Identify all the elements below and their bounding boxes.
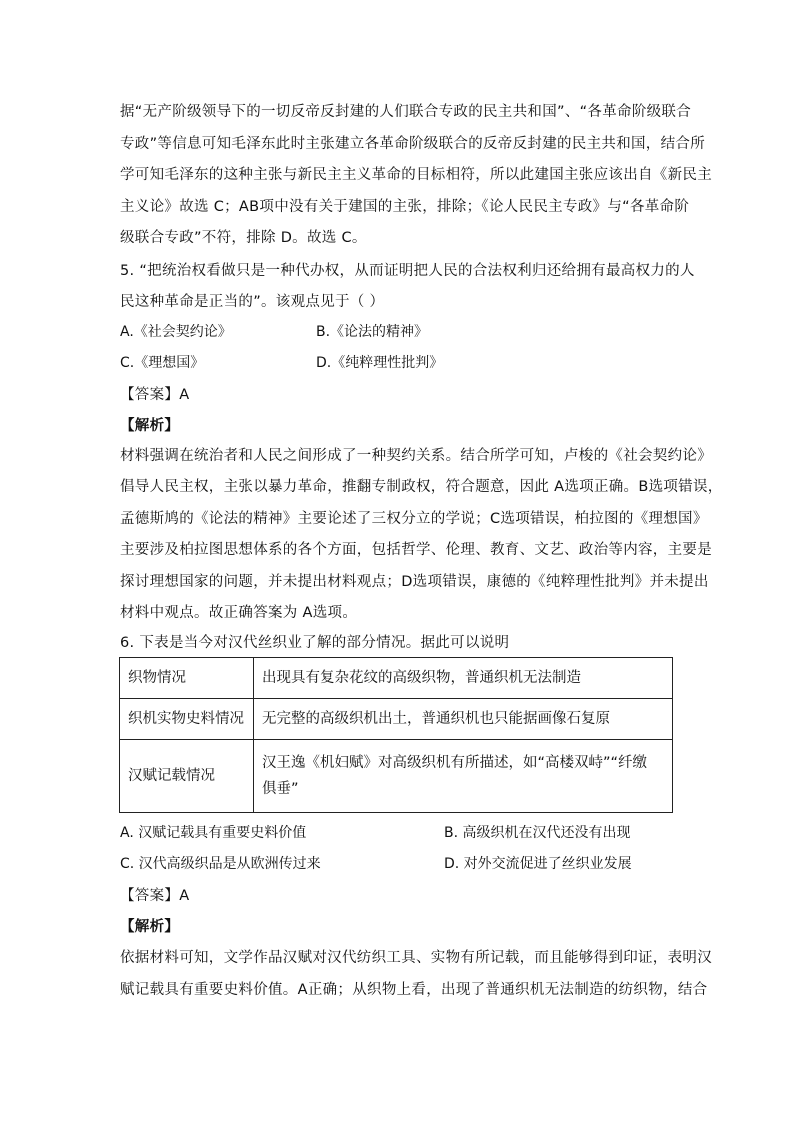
q5-analysis-line-3: 孟德斯鸠的《论法的精神》主要论述了三权分立的学说；C选项错误，柏拉图的《理想国》 — [120, 511, 708, 527]
intro-line-1: 据“无产阶级领导下的一切反帝反封建的人们联合专政的民主共和国”、“各革命阶级联合 — [120, 104, 692, 120]
table-row-content — [254, 699, 673, 740]
q5-option-b: B.《论法的精神》 — [316, 324, 429, 340]
table-row — [120, 658, 673, 699]
table-row-content-line: 俱垂” — [262, 781, 299, 797]
q6-option-a: A. 汉赋记载具有重要史料价值 — [120, 825, 307, 841]
table-row-content-line: 出现具有复杂花纹的高级织物，普通织机无法制造 — [262, 670, 581, 686]
q5-answer: 【答案】A — [120, 387, 190, 403]
q5-stem-line-1: 5. “把统治权看做只是一种代办权，从而证明把人民的合法权利归还给拥有最高权力的人 — [120, 263, 695, 279]
q6-answer: 【答案】A — [120, 888, 190, 904]
q6-analysis-line-1: 依据材料可知，文学作品汉赋对汉代纺织工具、实物有所记载，而且能够得到印证，表明汉 — [120, 950, 712, 966]
intro-line-5: 级联合专政”不符，排除 D。故选 C。 — [120, 230, 367, 246]
q5-analysis-heading: 【解析】 — [120, 418, 180, 434]
intro-line-4: 主义论》故选 C；AB项中没有关于建国的主张，排除；《论人民民主专政》与“各革命阶 — [120, 199, 690, 215]
q5-analysis-line-4: 主要涉及柏拉图思想体系的各个方面，包括哲学、伦理、教育、文艺、政治等内容，主要是 — [120, 542, 712, 558]
q5-stem-line-2: 民这种革命是正当的”。该观点见于（ ） — [120, 294, 385, 310]
q5-option-d: D.《纯粹理性批判》 — [316, 355, 444, 371]
intro-line-2: 专政”等信息可知毛泽东此时主张建立各革命阶级联合的反帝反封建的民主共和国，结合所 — [120, 136, 706, 152]
q5-option-c: C.《理想国》 — [120, 355, 205, 371]
table-row — [120, 740, 673, 813]
table-row-label: 织物情况 — [120, 658, 254, 699]
q6-analysis-line-2: 赋记载具有重要史料价值。A正确；从织物上看，出现了普通织机无法制造的纺织物，结合 — [120, 982, 708, 998]
q5-analysis-line-6: 材料中观点。故正确答案为 A选项。 — [120, 605, 358, 621]
q5-analysis-line-1: 材料强调在统治者和人民之间形成了一种契约关系。结合所学可知，卢梭的《社会契约论》 — [120, 448, 712, 464]
table-row-label: 织机实物史料情况 — [120, 699, 254, 740]
intro-line-3: 学可知毛泽东的这种主张与新民主主义革命的目标相符，所以此建国主张应该出自《新民主 — [120, 167, 712, 183]
table-row-content — [254, 740, 673, 813]
q5-analysis-line-2: 倡导人民主权，主张以暴力革命，推翻专制政权，符合题意，因此 A选项正确。B选项错误， — [120, 479, 723, 495]
q5-option-a: A.《社会契约论》 — [120, 324, 232, 340]
table-row — [120, 699, 673, 740]
q6-option-b: B. 高级织机在汉代还没有出现 — [444, 825, 631, 841]
table-row-label: 汉赋记载情况 — [120, 740, 254, 813]
table-row-content-line: 汉王逸《机妇赋》对高级织机有所描述，如“高楼双峙”“纤缴 — [262, 755, 648, 771]
q6-table — [119, 657, 673, 813]
q6-option-d: D. 对外交流促进了丝织业发展 — [444, 856, 632, 872]
table-row-content — [254, 658, 673, 699]
table-row-content-line: 无完整的高级织机出土，普通织机也只能据画像石复原 — [262, 711, 610, 727]
q6-stem: 6. 下表是当今对汉代丝织业了解的部分情况。据此可以说明 — [120, 635, 510, 651]
q6-analysis-heading: 【解析】 — [120, 919, 180, 935]
q5-analysis-line-5: 探讨理想国家的问题，并未提出材料观点；D选项错误，康德的《纯粹理性批判》并未提出 — [120, 574, 709, 590]
q6-option-c: C. 汉代高级织品是从欧洲传过来 — [120, 856, 321, 872]
